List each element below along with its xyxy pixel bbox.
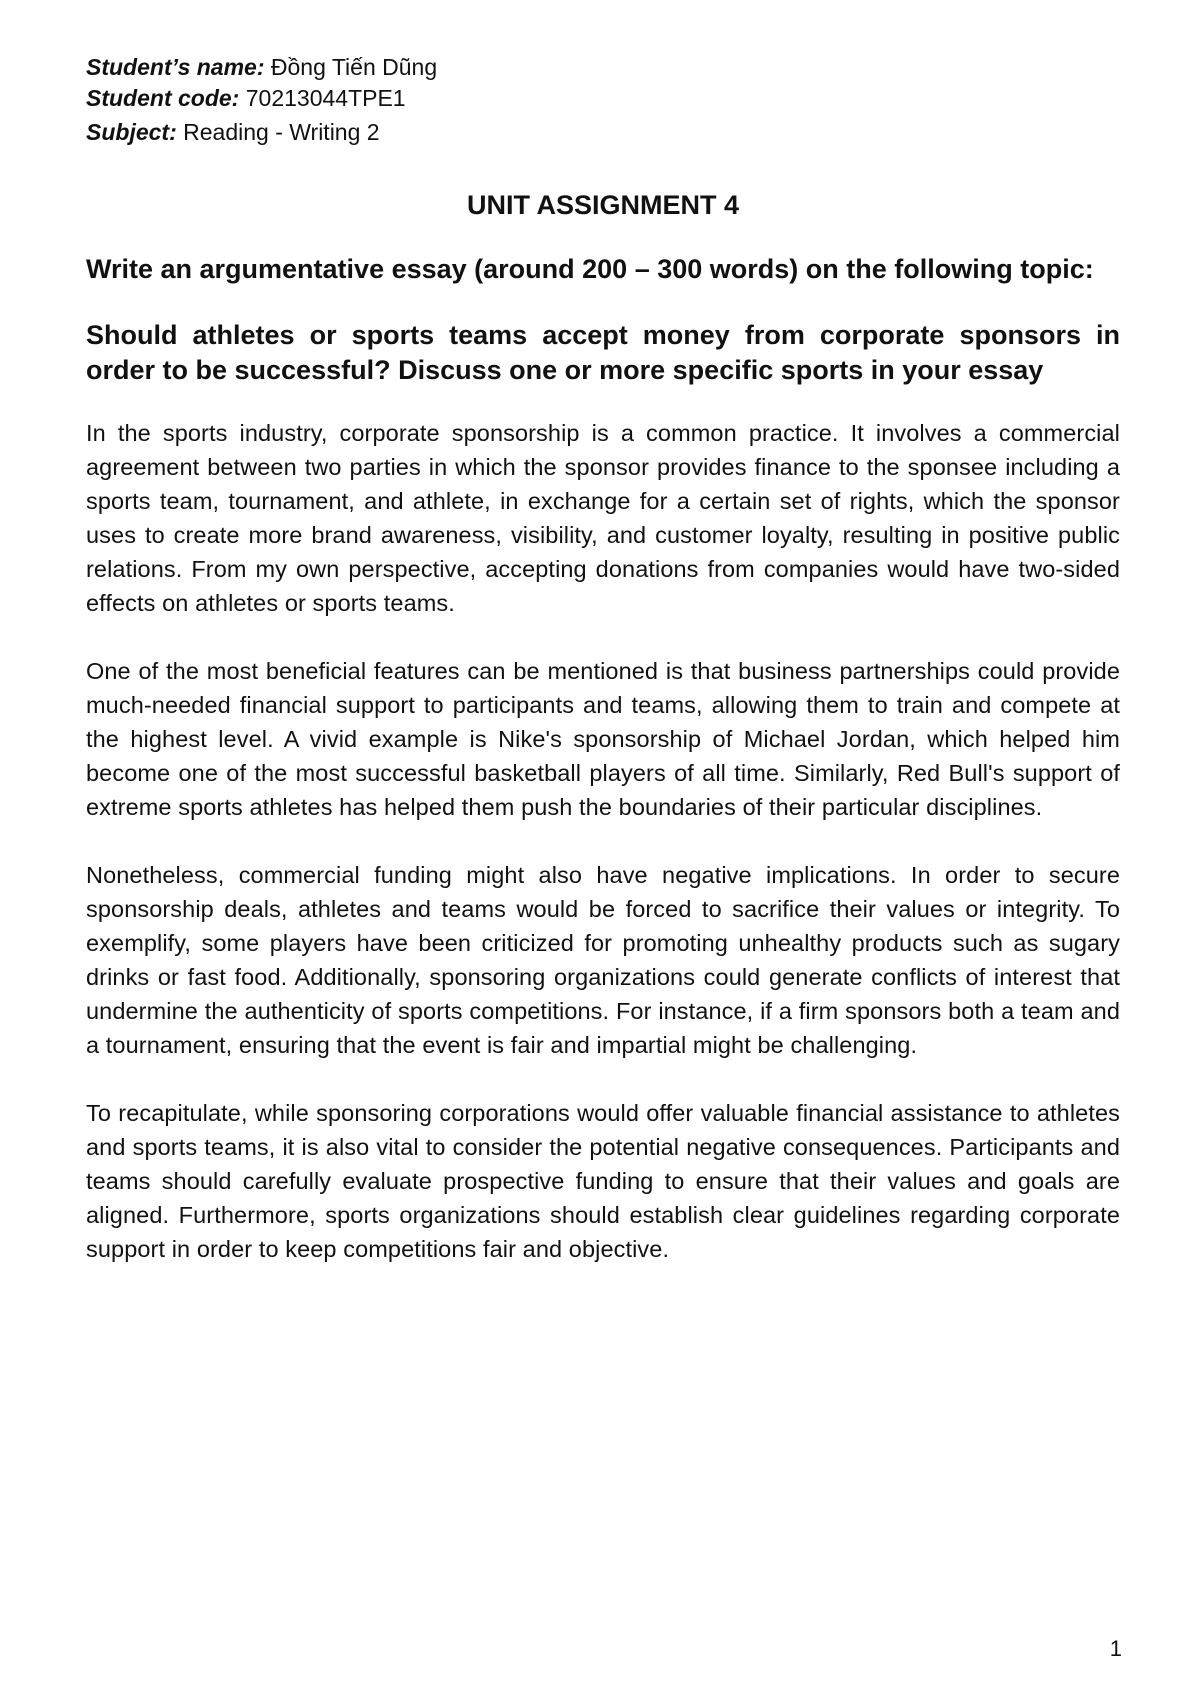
essay-prompt: Write an argumentative essay (around 200 – 300 words) on the following topic: (86, 254, 1094, 284)
essay-paragraph-drawbacks: Nonetheless, commercial funding might also have negative implications. In order to secure sponsorship deals, athletes and teams would be forced to sacrifice their values or integrity. To exemplify, some players have been criticized for promoting unhealthy products such as sugary drinks or fast food. Additionally, sponsoring organizations could generate conflicts of interest that undermine the authenticity of sports competitions. For instance, if a firm sponsors both a team and a tournament, ensuring that the event is fair and impartial might be challenging. (86, 862, 1120, 1058)
subject-line (86, 117, 1120, 148)
essay-paragraph-benefits: One of the most beneficial features can be mentioned is that business partnerships could provide much-needed financial support to participants and teams, allowing them to train and compete at the highest level. A vivid example is Nike's sponsorship of Michael Jordan, which helped him become one of the most successful basketball players of all time. Similarly, Red Bull's support of extreme sports athletes has helped them push the boundaries of their particular disciplines. (86, 658, 1120, 820)
student-code-label: Student code: (86, 85, 240, 111)
subject-value: Reading - Writing 2 (176, 119, 380, 145)
student-name-label: Student’s name: (86, 54, 265, 80)
student-code-line (86, 83, 1120, 114)
student-name-line (86, 52, 1120, 83)
page-number: 1 (1109, 1636, 1122, 1661)
student-name-value: Đồng Tiến Dũng (264, 54, 438, 80)
student-code-value: 70213044TPE1 (239, 85, 406, 111)
document-page (86, 52, 1120, 1266)
essay-paragraph-intro: In the sports industry, corporate sponsorship is a common practice. It involves a commercial agreement between two parties in which the sponsor provides finance to the sponsee including a sports team, tournament, and athlete, in exchange for a certain set of rights, which the sponsor uses to create more brand awareness, visibility, and customer loyalty, resulting in positive public relations. From my own perspective, accepting donations from companies would have two-sided effects on athletes or sports teams. (86, 420, 1120, 616)
essay-paragraph-conclusion: To recapitulate, while sponsoring corporations would offer valuable financial assistance to athletes and sports teams, it is also vital to consider the potential negative consequences. Participants and teams should carefully evaluate prospective funding to ensure that their values and goals are aligned. Furthermore, sports organizations should establish clear guidelines regarding corporate support in order to keep competitions fair and objective. (86, 1100, 1120, 1262)
subject-label: Subject: (86, 119, 177, 145)
essay-question: Should athletes or sports teams accept money from corporate sponsors in order to be successful? Discuss one or more specific sports in your essay (86, 320, 1120, 385)
assignment-title: UNIT ASSIGNMENT 4 (466, 190, 740, 220)
